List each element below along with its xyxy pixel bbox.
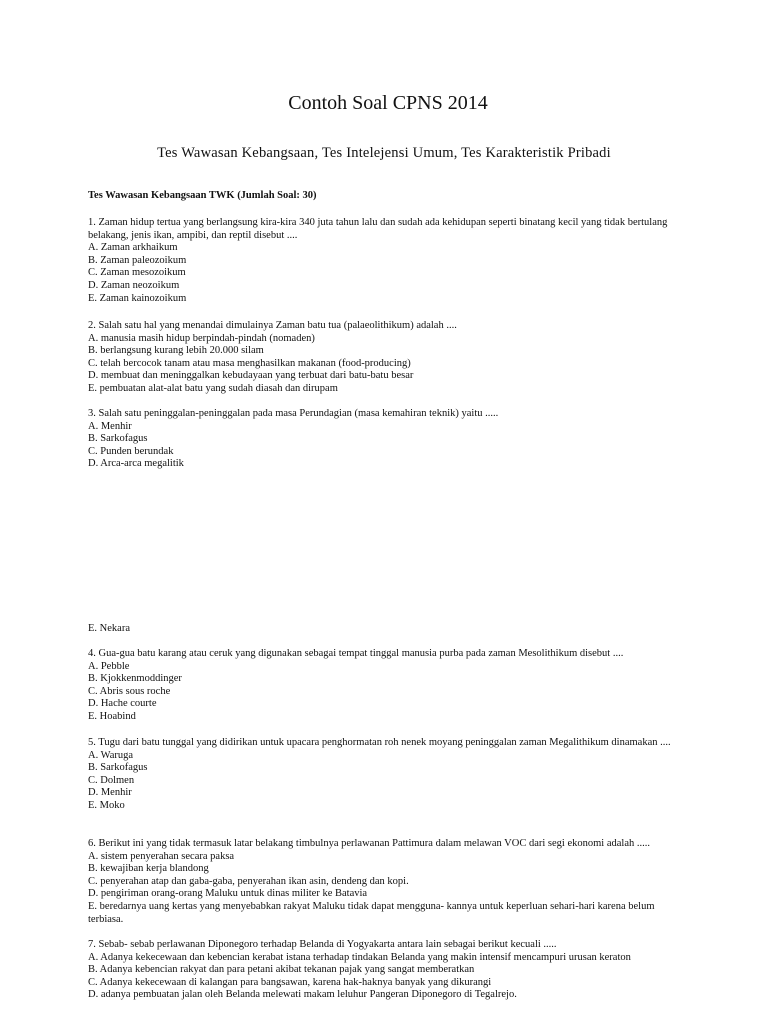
option: D. Arca-arca megalitik — [88, 458, 184, 470]
option: E. pembuatan alat-alat batu yang sudah diasah dan dirupam — [88, 382, 338, 394]
page-title: Contoh Soal CPNS 2014 — [288, 92, 488, 114]
option: A. Waruga — [88, 749, 134, 761]
option: C. Zaman mesozoikum — [88, 267, 186, 279]
option: C. Punden berundak — [88, 445, 174, 457]
option: A. Menhir — [88, 420, 132, 432]
option: D. adanya pembuatan jalan oleh Belanda melewati makam leluhur Pangeran Diponegoro di Tegalrejo. — [88, 989, 517, 1001]
question-text: 5. Tugu dari batu tunggal yang didirikan untuk upacara penghormatan roh nenek moyang peninggalan zaman Megalithikum dinamakan .... — [88, 737, 671, 748]
question-1 — [88, 217, 678, 305]
option: D. Zaman neozoikum — [88, 279, 180, 291]
option: D. membuat dan meninggalkan kebudayaan yang terbuat dari batu-batu besar — [88, 370, 414, 382]
option: A. Zaman arkhaikum — [88, 242, 178, 254]
question-text: 1. Zaman hidup tertua yang berlangsung kira-kira 340 juta tahun lalu dan sudah ada kehidupan seperti binatang kecil yang tidak bertulang belakang, jenis ikan, ampibi, dan reptil disebut .... — [88, 217, 668, 241]
question-6 — [88, 838, 678, 926]
page-subtitle: Tes Wawasan Kebangsaan, Tes Intelejensi Umum, Tes Karakteristik Pribadi — [157, 145, 611, 161]
option: E. beredarnya uang kertas yang menyebabkan rakyat Maluku tidak dapat mengguna- kannya untuk keperluan sehari-hari karena belum terbiasa. — [88, 900, 655, 925]
option: E. Moko — [88, 799, 125, 811]
question-7 — [88, 939, 678, 1002]
option: B. berlangsung kurang lebih 20.000 silam — [88, 345, 264, 357]
question-text: 2. Salah satu hal yang menandai dimulainya Zaman batu tua (palaeolithikum) adalah .... — [88, 320, 457, 331]
question-5 — [88, 737, 678, 813]
question-text: 4. Gua-gua batu karang atau ceruk yang digunakan sebagai tempat tinggal manusia purba pada zaman Mesolithikum disebut .... — [88, 648, 624, 659]
option: C. penyerahan atap dan gaba-gaba, penyerahan ikan asin, dendeng dan kopi. — [88, 875, 409, 887]
question-text: 3. Salah satu peninggalan-peninggalan pada masa Perundagian (masa kemahiran teknik) yaitu ..... — [88, 408, 499, 419]
option: C. Abris sous roche — [88, 685, 171, 697]
option: D. pengiriman orang-orang Maluku untuk dinas militer ke Batavia — [88, 888, 368, 900]
option: B. Sarkofagus — [88, 433, 148, 445]
option: E. Hoabind — [88, 710, 136, 722]
option: A. Adanya kekecewaan dan kebencian kerabat istana terhadap tindakan Belanda yang makin intensif mencampuri urusan keraton — [88, 951, 631, 963]
section-heading: Tes Wawasan Kebangsaan TWK (Jumlah Soal: 30) — [88, 190, 317, 201]
option: B. Adanya kebencian rakyat dan para petani akibat tekanan pajak yang sangat memberatkan — [88, 964, 475, 976]
option: A. Pebble — [88, 660, 130, 672]
question-4 — [88, 648, 678, 724]
option: D. Hache courte — [88, 698, 157, 710]
option: B. Sarkofagus — [88, 762, 148, 774]
option: E. Nekara — [88, 623, 130, 634]
question-3 — [88, 408, 678, 471]
option: C. Dolmen — [88, 774, 135, 786]
question-text: 6. Berikut ini yang tidak termasuk latar belakang timbulnya perlawanan Pattimura dalam melawan VOC dari segi ekonomi adalah ..... — [88, 838, 650, 849]
question-text: 7. Sebab- sebab perlawanan Diponegoro terhadap Belanda di Yogyakarta antara lain sebagai berikut kecuali ..... — [88, 939, 557, 950]
option: D. Menhir — [88, 787, 132, 799]
option: E. Zaman kainozoikum — [88, 292, 187, 304]
option: B. kewajiban kerja blandong — [88, 863, 209, 875]
option: B. Kjokkenmoddinger — [88, 673, 182, 685]
option: A. manusia masih hidup berpindah-pindah (nomaden) — [88, 332, 315, 344]
option: C. Adanya kekecewaan di kalangan para bangsawan, karena hak-haknya banyak yang dikurangi — [88, 976, 492, 988]
option: C. telah bercocok tanam atau masa menghasilkan makanan (food-producing) — [88, 357, 411, 369]
question-3-continuation — [88, 623, 678, 636]
question-2 — [88, 320, 678, 396]
option: A. sistem penyerahan secara paksa — [88, 850, 235, 862]
option: B. Zaman paleozoikum — [88, 254, 187, 266]
